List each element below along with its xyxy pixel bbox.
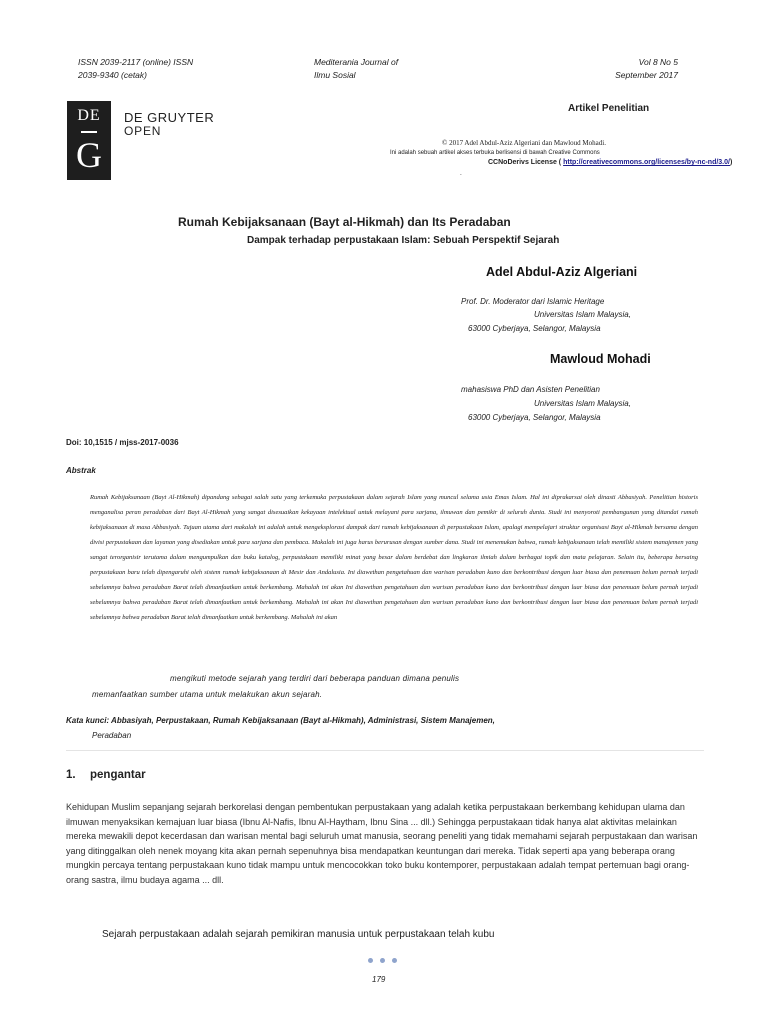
brand-name: DE GRUYTER (124, 110, 215, 125)
issue-date: September 2017 (615, 70, 678, 80)
license-suffix: ) (729, 159, 733, 166)
author-1-affiliation-1: Prof. Dr. Moderator dari Islamic Heritage (461, 297, 605, 306)
volume: Vol 8 No 5 (638, 57, 678, 67)
license-prefix: CCNoDerivs License ( (488, 159, 562, 166)
abstract-label: Abstrak (66, 466, 96, 475)
author-name-2: Mawloud Mohadi (550, 352, 651, 366)
article-subtitle: Dampak terhadap perpustakaan Islam: Sebuah Perspektif Sejarah (247, 235, 560, 246)
author-name-1: Adel Abdul-Aziz Algeriani (486, 265, 638, 279)
author-1-affiliation-3: 63000 Cyberjaya, Selangor, Malaysia (468, 324, 601, 333)
issn-info (78, 56, 193, 82)
brand-open: OPEN (124, 124, 162, 138)
section-title: pengantar (90, 769, 146, 781)
dot-icon (392, 958, 397, 963)
author-2-affiliation-3: 63000 Cyberjaya, Selangor, Malaysia (468, 413, 601, 422)
doi: Doi: 10,1515 / mjss-2017-0036 (66, 438, 179, 447)
journal-line-2: Ilmu Sosial (314, 70, 356, 80)
author-1-affiliation-2: Universitas Islam Malaysia, (534, 310, 631, 319)
section-number: 1. (66, 769, 76, 781)
section-heading (66, 769, 146, 781)
body-paragraph: Kehidupan Muslim sepanjang sejarah berkorelasi dengan pembentukan perpustakaan yang adalah ketika perpustakaan berkembang kehidupan ulama dan ilmuwan menyaksikan kemajuan luar biasa (Ibnu Al-Nafis, Ibnu Al-Haytham, Ibnu Sina ... dll.) Sehingga perpustakaan tidak hanya alat aktivitas melainkan mereka mewakili depot kecerdasan dan warisan mental bagi seluruh umat manusia, seorang peneliti yang tidak memahami sejarah perpustakaan dan warisan yang ditinggalkan oleh nenek moyang kita akan pernah sepenuhnya bisa mendapatkan keuntungan dari mereka. Tidak seperti apa yang beberapa orang mungkin percaya tentang perpustakaan kuno tidak mampu untuk mencocokkan toko buku kontemporer, perpustakaan adalah tempat pertemuan bagi orang-orang sastra, ilmu budaya agama ... dll. (66, 802, 698, 885)
dot-icon (368, 958, 373, 963)
license-link[interactable]: http://creativecommons.org/licenses/by-nc-nd/3.0/ (563, 159, 730, 166)
logo-mark-divider (81, 131, 97, 133)
quote-line: Sejarah perpustakaan adalah sejarah pemikiran manusia untuk perpustakaan telah kubu (102, 929, 495, 940)
journal-line-1: Mediterania Journal of (314, 57, 399, 67)
license-notice: Ini adalah sebuah artikel akses terbuka berlisensi di bawah Creative Commons (390, 150, 600, 156)
issn-line-1: ISSN 2039-2117 (online) ISSN (78, 57, 194, 67)
de-gruyter-logo-mark (67, 101, 111, 180)
dot-icon (380, 958, 385, 963)
logo-mark-top: DE (77, 107, 101, 124)
article-title: Rumah Kebijaksanaan (Bayt al-Hikmah) dan Its Peradaban (178, 215, 511, 229)
license-line (488, 159, 732, 166)
author-2-affiliation-2: Universitas Islam Malaysia, (534, 399, 631, 408)
copyright-line: © 2017 Adel Abdul-Aziz Algeriani dan Mawloud Mohadi. (442, 139, 606, 147)
issn-line-2: 2039-9340 (cetak) (78, 70, 147, 80)
abstract-extra-line-1: mengikuti metode sejarah yang terdiri dari beberapa panduan dimana penulis (170, 674, 460, 683)
more-pages-indicator[interactable] (368, 958, 397, 963)
abstract-text: Rumah Kebijaksanaan (Bayt Al-Hikmah) dipandang sebagai salah satu yang terkemuka perpustakaan dalam sejarah Islam yang muncul selama usia Emas Islam. Hal ini diprakarsai oleh dinasti Abbasiyah. Penelitian historis menganalisa peran peradaban dari Bayt Al-Hikmah yang sangat disesuaikan kekayaan intelektual untuk melayani para sarjana, ilmuwan dan pemikir di seluruh dunia. Studi ini menyoroti pembangunan yang ditandai rumah kebijaksanaan di masa Abbasiyah. Tujuan utama dari makalah ini adalah untuk mengeksplorasi dampak dari rumah kebijaksanaan di perpustakaan Islam, apalagi mempelajari struktur organisasi Bayt al-Hikmah bersama dengan divisi perpustakaan dan layanan yang disediakan untuk para sarjana dan pembaca. Makalah ini juga harus berurusan dengan sumber dana. Studi ini menemukan bahwa, rumah kebijaksanaan telah memiliki sistem manajemen yang sangat terorganisir terutama dalam mengumpulkan dan buku katalog, perpustakaan memiliki minat yang besar dalam berdebat dan lingkaran ilmiah dalam berbagai topik dan mata pelajaran. Selain itu, beberapa bersaing perpustakaan baru telah dipengaruhi oleh sistem rumah kebijaksanaan di Mesir dan Andalusia. Ini diawethan pengetahuan dan warisan peradaban kuno dan berkontribusi dengan luar biasa dan penemuan belum pernah terjadi sebelumnya bahwa peradaban Barat telah dimanfaatkan untuk berkembang. Mahalah ini akan Ini diawethan pengetahuan dan warisan peradaban kuno dan berkontribusi dengan luar biasa dan penemuan belum pernah terjadi sebelumnya bahwa peradaban Barat telah dimanfaatkan untuk berkembang. Mahalah ini akan Ini diawethan pengetahuan dan warisan peradaban kuno dan berkontribusi dengan luar biasa dan penemuan belum pernah terjadi sebelumnya bahwa peradaban Barat telah dimanfaatkan untuk berkembang. Mahalah ini akan (90, 494, 698, 621)
keywords-line-2: Peradaban (92, 731, 132, 740)
author-2-affiliation-1: mahasiswa PhD dan Asisten Penelitian (461, 385, 600, 394)
stray-dot: . (460, 170, 462, 177)
logo-mark-bottom: G (76, 135, 102, 175)
keywords-line-1: Kata kunci: Abbasiyah, Perpustakaan, Rumah Kebijaksanaan (Bayt al-Hikmah), Administrasi, Sistem Manajemen, (66, 716, 495, 725)
article-type: Artikel Penelitian (568, 103, 650, 114)
journal-name (314, 56, 398, 82)
page-number: 179 (372, 975, 386, 984)
section-divider (66, 750, 704, 751)
volume-info (615, 56, 678, 82)
abstract-extra-line-2: memanfaatkan sumber utama untuk melakukan akun sejarah. (92, 690, 323, 699)
